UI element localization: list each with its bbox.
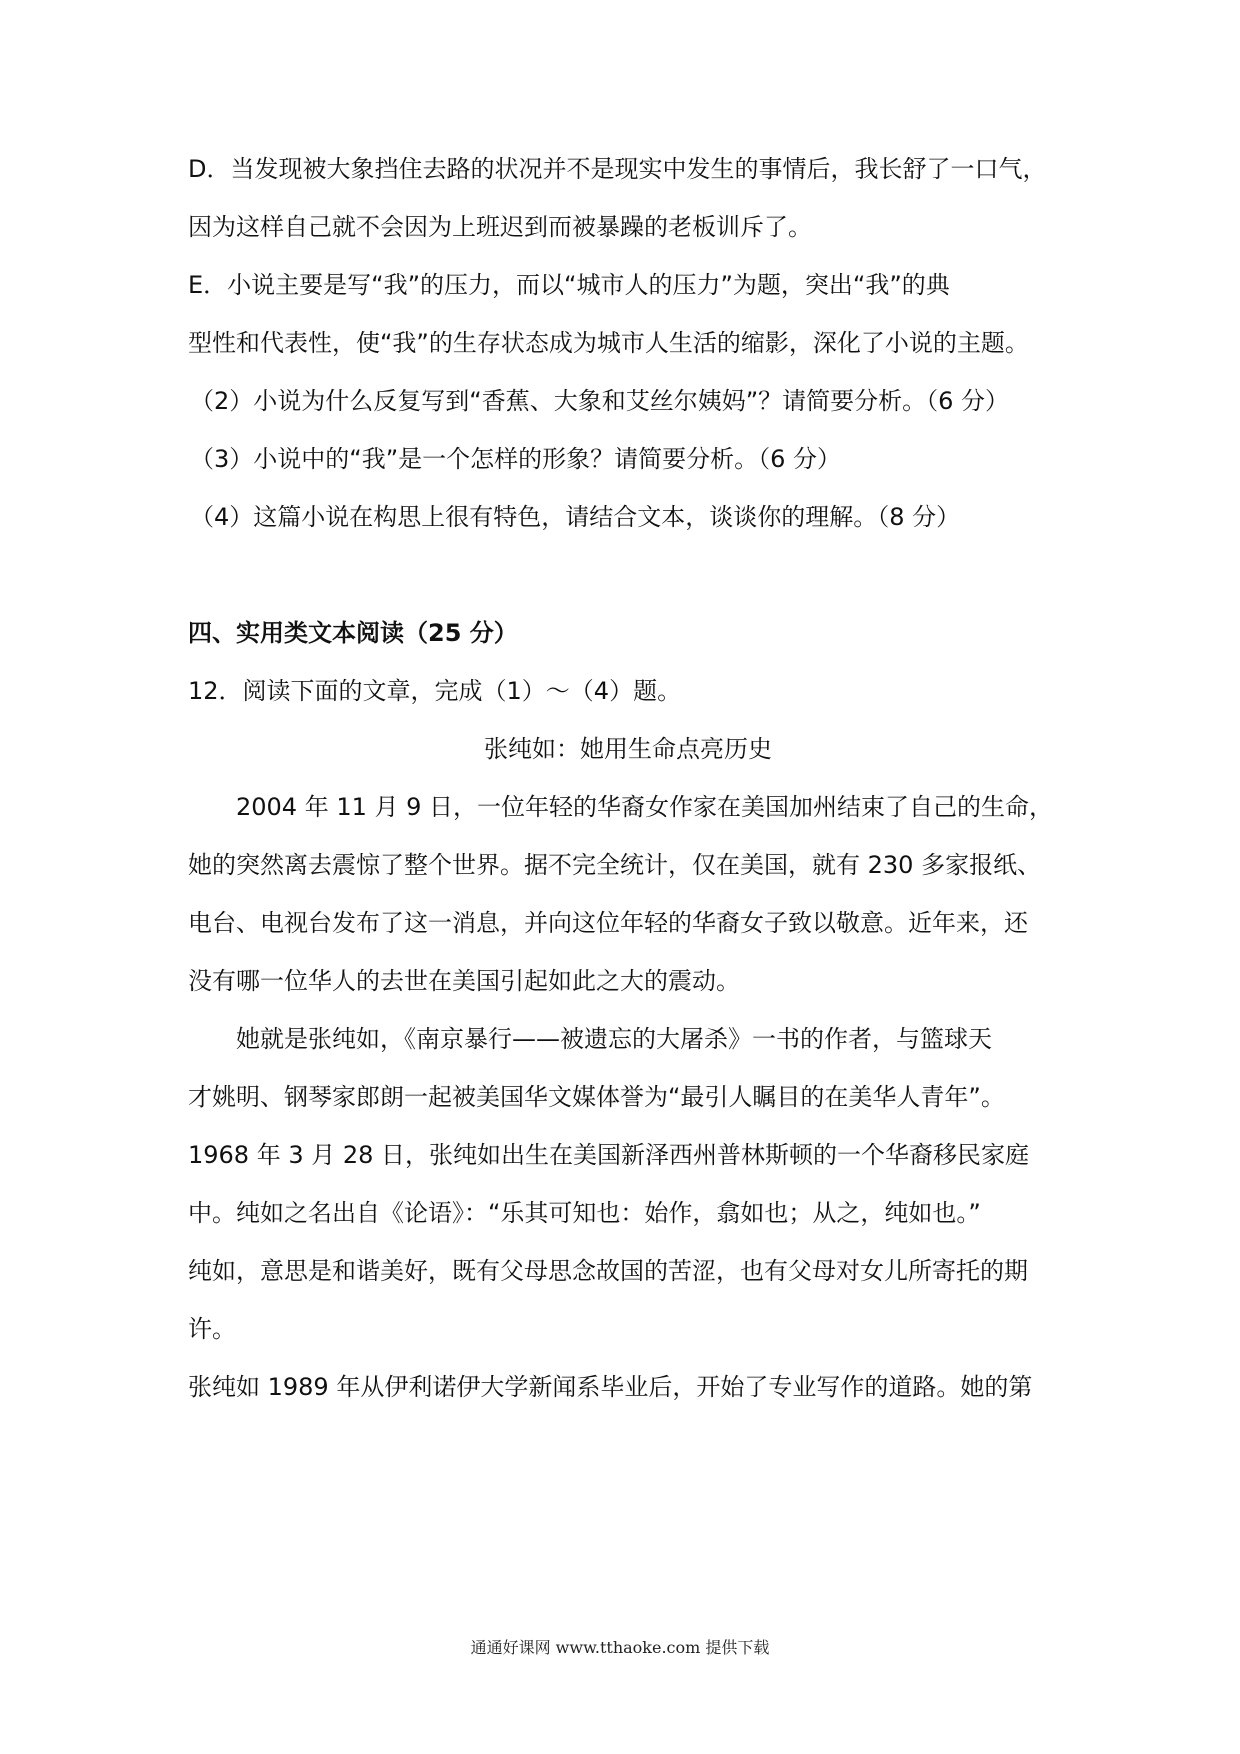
option-e-line-1: E．小说主要是写“我”的压力，而以“城市人的压力”为题，突出“我”的典 (188, 271, 950, 299)
article-line: 纯如，意思是和谐美好，既有父母思念故国的苦涩，也有父母对女儿所寄托的期 (188, 1257, 1028, 1285)
option-e-line-2: 型性和代表性，使“我”的生存状态成为城市人生活的缩影，深化了小说的主题。 (188, 329, 1029, 357)
question-2: （2）小说为什么反复写到“香蕉、大象和艾丝尔姨妈”？请简要分析。（6 分） (190, 387, 1010, 415)
article-line: 中。纯如之名出自《论语》：“乐其可知也：始作，翕如也；从之，纯如也。” (188, 1199, 981, 1227)
section-heading: 四、实用类文本阅读（25 分） (188, 619, 518, 647)
article-line: 没有哪一位华人的去世在美国引起如此之大的震动。 (188, 967, 740, 995)
option-d-line-1: D．当发现被大象挡住去路的状况并不是现实中发生的事情后，我长舒了一口气， (188, 155, 1047, 183)
page-footer: 通通好课网 www.tthaoke.com 提供下载 (470, 1638, 770, 1657)
article-line: 电台、电视台发布了这一消息，并向这位年轻的华裔女子致以敬意。近年来，还 (188, 909, 1028, 937)
article-line: 她就是张纯如，《南京暴行——被遗忘的大屠杀》一书的作者，与篮球天 (236, 1025, 992, 1053)
article-line: 许。 (188, 1315, 236, 1343)
article-line: 2004 年 11 月 9 日，一位年轻的华裔女作家在美国加州结束了自己的生命， (236, 793, 1054, 821)
option-d-line-2: 因为这样自己就不会因为上班迟到而被暴躁的老板训斥了。 (188, 213, 812, 241)
question-3: （3）小说中的“我”是一个怎样的形象？请简要分析。（6 分） (190, 445, 842, 473)
article-title: 张纯如：她用生命点亮历史 (484, 735, 772, 763)
article-line: 1968 年 3 月 28 日，张纯如出生在美国新泽西州普林斯顿的一个华裔移民家庭 (188, 1141, 1030, 1169)
article-line: 张纯如 1989 年从伊利诺伊大学新闻系毕业后，开始了专业写作的道路。她的第 (188, 1373, 1033, 1401)
question-12-instruction: 12．阅读下面的文章，完成（1）～（4）题。 (188, 677, 682, 705)
question-4: （4）这篇小说在构思上很有特色，请结合文本，谈谈你的理解。（8 分） (190, 503, 961, 531)
article-line: 才姚明、钢琴家郎朗一起被美国华文媒体誉为“最引人瞩目的在美华人青年”。 (188, 1083, 1005, 1111)
article-line: 她的突然离去震惊了整个世界。据不完全统计，仅在美国，就有 230 多家报纸、 (188, 851, 1042, 879)
